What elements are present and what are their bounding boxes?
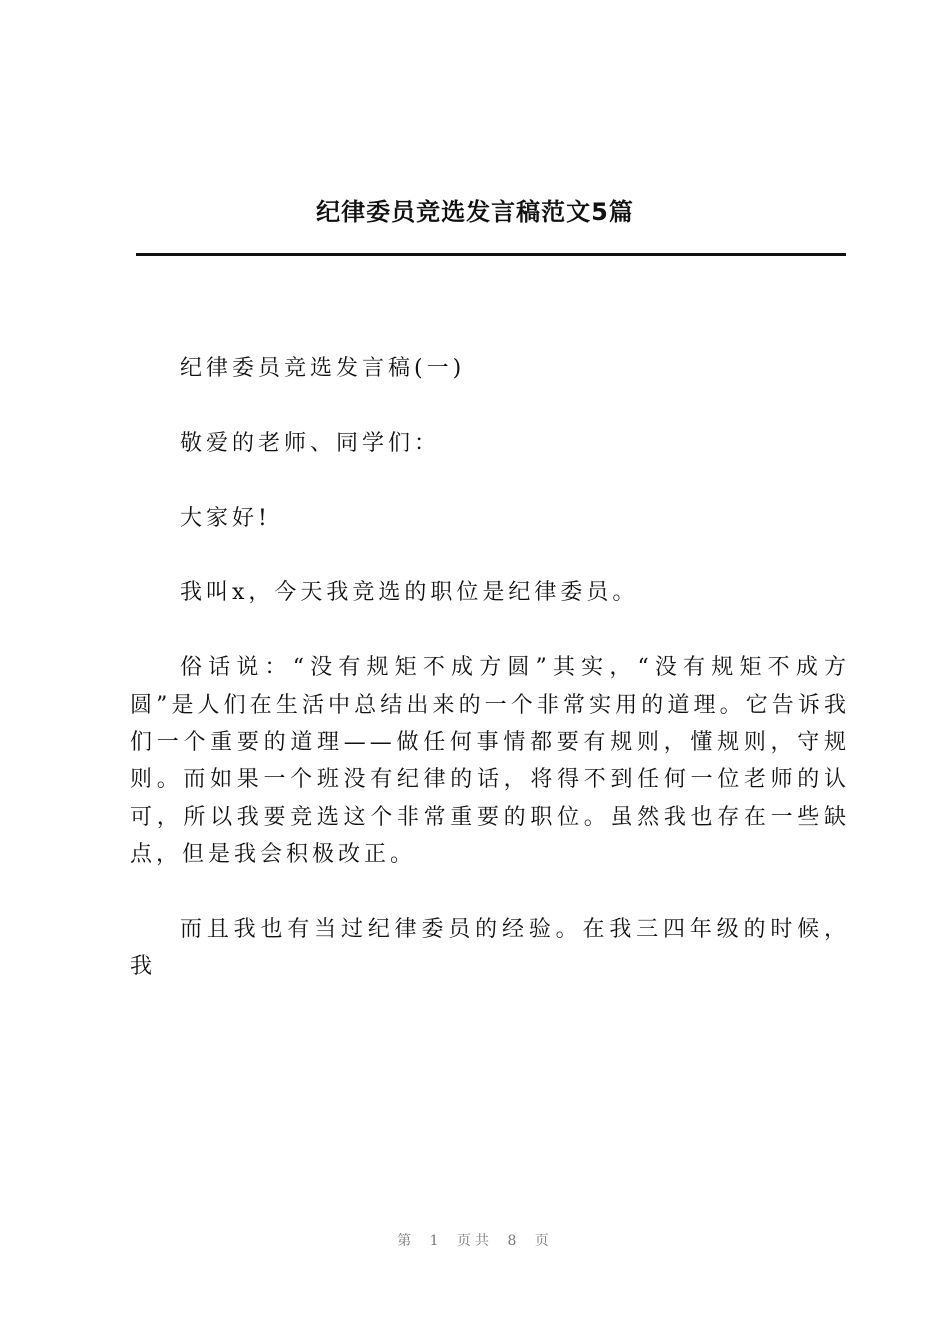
greeting: 大家好! bbox=[180, 505, 271, 531]
body-paragraph: 俗话说：“没有规矩不成方圆”其实，“没有规矩不成方圆”是人们在生活中总结出来的一个非常实用的道理。它告诉我们一个重要的道理——做任何事情都要有规则，懂规则，守规则。而如果一个班没有纪律的话，将得不到任何一位老师的认可，所以我要竞选这个非常重要的职位。虽然我也存在一些缺点，但是我会积极改正。 bbox=[130, 655, 850, 868]
section-heading: 纪律委员竞选发言稿(一) bbox=[180, 356, 466, 381]
title-divider bbox=[136, 253, 846, 256]
document-body bbox=[130, 350, 850, 1023]
page-number-footer: 第 1 页共 8 页 bbox=[397, 1233, 553, 1249]
body-paragraph: 我叫x，今天我竞选的职位是纪律委员。 bbox=[180, 580, 639, 606]
salutation: 敬爱的老师、同学们： bbox=[180, 430, 441, 456]
body-paragraph: 而且我也有当过纪律委员的经验。在我三四年级的时候，我 bbox=[130, 917, 850, 980]
document-title: 纪律委员竞选发言稿范文5篇 bbox=[316, 198, 634, 226]
